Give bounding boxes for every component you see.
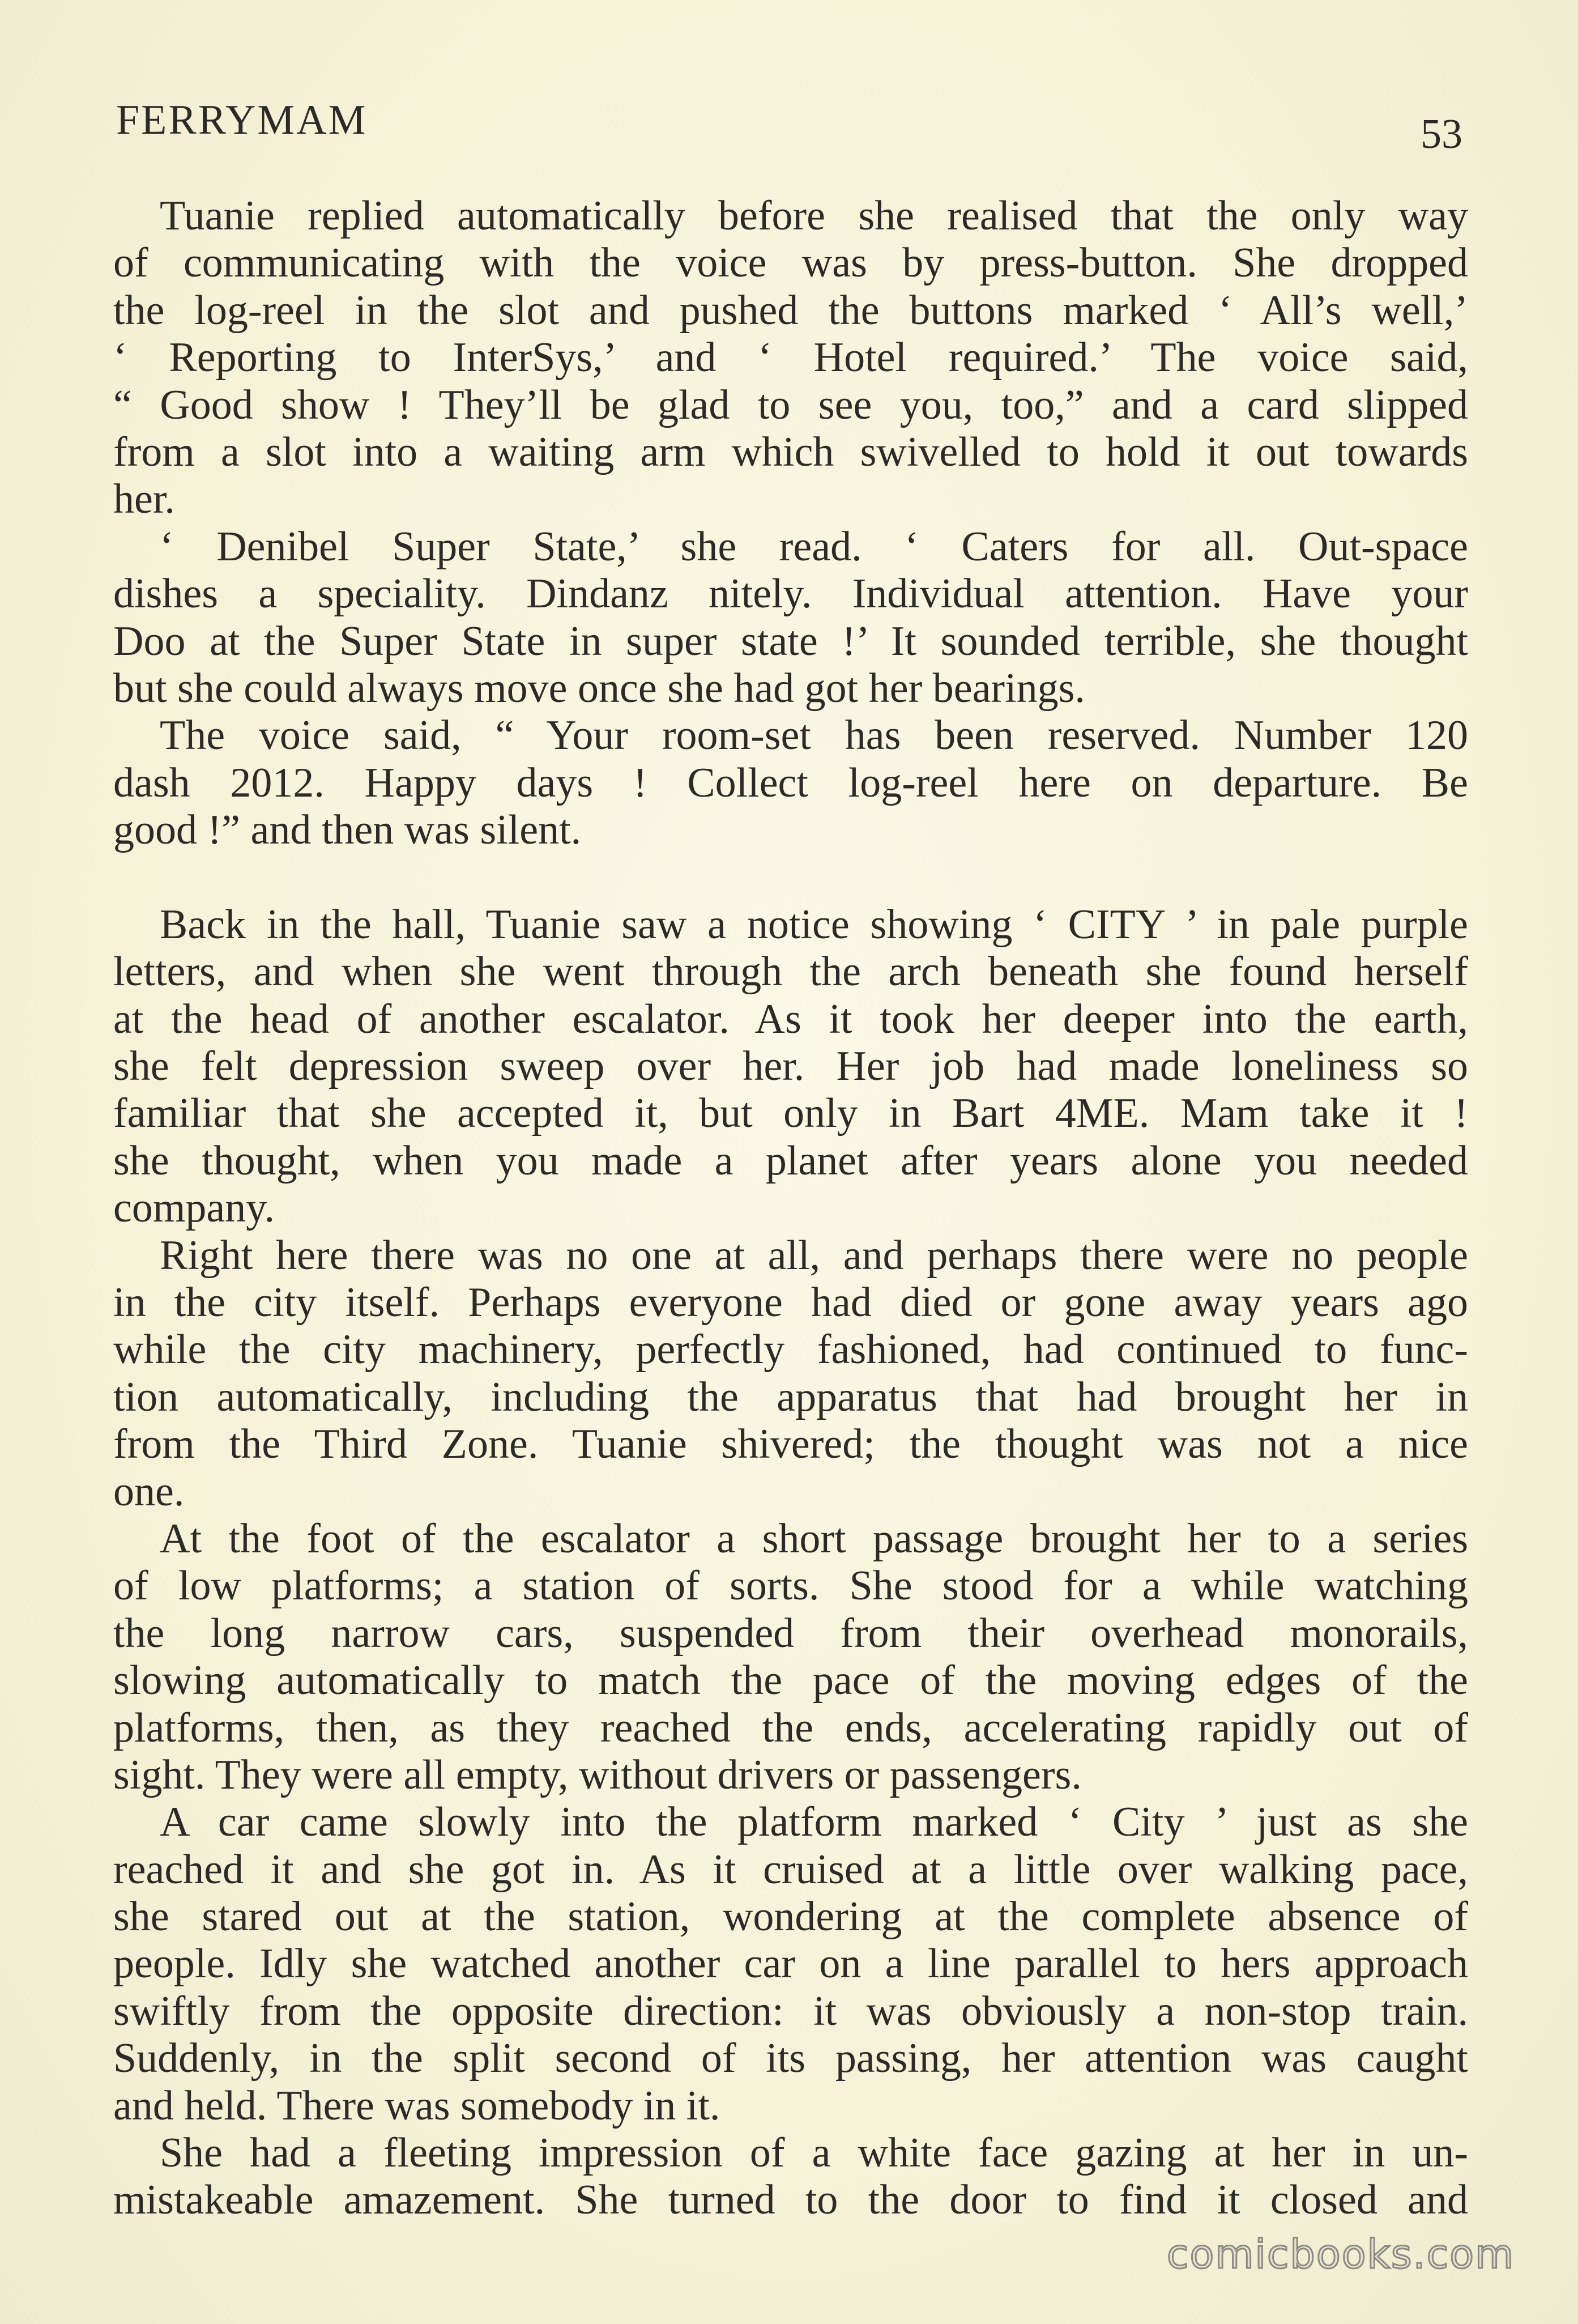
text-line: Tuanie replied automatically before she realised that the only way: [160, 193, 1468, 239]
text-line: the log-reel in the slot and pushed the buttons marked ‘ All’s well,’: [113, 287, 1468, 334]
text-line: Suddenly, in the split second of its passing, her attention was caught: [113, 2035, 1468, 2082]
text-line: company.: [113, 1185, 275, 1232]
text-line: she stared out at the station, wondering at the complete absence of: [113, 1893, 1468, 1940]
paragraph: [113, 523, 1468, 713]
text-line: ‘ Reporting to InterSys,’ and ‘ Hotel required.’ The voice said,: [113, 334, 1468, 381]
text-line: mistakeable amazement. She turned to the door to find it closed and: [113, 2177, 1468, 2224]
text-line: swiftly from the opposite direction: it was obviously a non-stop train.: [113, 1987, 1468, 2034]
text-line: in the city itself. Perhaps everyone had died or gone away years ago: [113, 1279, 1468, 1326]
text-line: but she could always move once she had got her bearings.: [113, 665, 1085, 712]
text-line: dash 2012. Happy days ! Collect log-reel here on departure. Be: [113, 759, 1468, 806]
text-line: At the foot of the escalator a short passage brought her to a series: [160, 1515, 1468, 1562]
text-line: Back in the hall, Tuanie saw a notice showing ‘ CITY ’ in pale purple: [160, 901, 1468, 948]
text-line: sight. They were all empty, without drivers or passengers.: [113, 1751, 1082, 1798]
text-line: and held. There was somebody in it.: [113, 2082, 720, 2129]
running-title: FERRYMAM: [116, 97, 368, 143]
text-line: she thought, when you made a planet after years alone you needed: [113, 1137, 1468, 1184]
paragraph: [113, 193, 1468, 523]
text-line: dishes a speciality. Dindanz nitely. Individual attention. Have your: [113, 571, 1468, 618]
body-text: [113, 193, 1468, 2224]
text-line: Doo at the Super State in super state !’ It sounded terrible, she thought: [113, 618, 1468, 665]
watermark: comicbooks.com: [1167, 2231, 1515, 2278]
text-line: at the head of another escalator. As it took her deeper into the earth,: [113, 995, 1468, 1042]
section-break: [113, 854, 1468, 901]
text-line: reached it and she got in. As it cruised at a little over walking pace,: [113, 1846, 1468, 1893]
text-line: people. Idly she watched another car on a line parallel to hers approach: [113, 1940, 1468, 1987]
text-line: tion automatically, including the apparatus that had brought her in: [113, 1373, 1468, 1420]
text-line: good !” and then was silent.: [113, 807, 582, 854]
text-line: She had a fleeting impression of a white face gazing at her in un-: [160, 2130, 1468, 2177]
paragraph: [113, 1232, 1468, 1516]
text-line: the long narrow cars, suspended from their overhead monorails,: [113, 1610, 1468, 1657]
page-number: 53: [1421, 111, 1462, 158]
text-line: ‘ Denibel Super State,’ she read. ‘ Caters for all. Out-space: [160, 523, 1468, 570]
text-line: slowing automatically to match the pace of the moving edges of the: [113, 1657, 1468, 1704]
text-line: Right here there was no one at all, and perhaps there were no people: [160, 1232, 1468, 1279]
text-line: familiar that she accepted it, but only in Bart 4ME. Mam take it !: [113, 1090, 1468, 1137]
text-line: A car came slowly into the platform marked ‘ City ’ just as she: [160, 1799, 1468, 1846]
text-line: from a slot into a waiting arm which swivelled to hold it out towards: [113, 428, 1468, 475]
paragraph: [113, 712, 1468, 854]
paragraph: [113, 901, 1468, 1232]
text-line: she felt depression sweep over her. Her job had made loneliness so: [113, 1043, 1468, 1090]
text-line: The voice said, “ Your room-set has been reserved. Number 120: [160, 712, 1468, 759]
paragraph: [113, 1516, 1468, 1799]
text-line: platforms, then, as they reached the ends, accelerating rapidly out of: [113, 1704, 1468, 1751]
text-line: while the city machinery, perfectly fashioned, had continued to func-: [113, 1326, 1468, 1373]
text-line: letters, and when she went through the arch beneath she found herself: [113, 948, 1468, 995]
paragraph: [113, 1799, 1468, 2130]
paragraph: [113, 2130, 1468, 2224]
text-line: from the Third Zone. Tuanie shivered; the thought was not a nice: [113, 1421, 1468, 1468]
text-line: her.: [113, 476, 175, 523]
text-line: one.: [113, 1468, 185, 1515]
text-line: “ Good show ! They’ll be glad to see you, too,” and a card slipped: [113, 381, 1468, 428]
text-line: of communicating with the voice was by press-button. She dropped: [113, 240, 1468, 287]
text-line: of low platforms; a station of sorts. She stood for a while watching: [113, 1563, 1468, 1610]
